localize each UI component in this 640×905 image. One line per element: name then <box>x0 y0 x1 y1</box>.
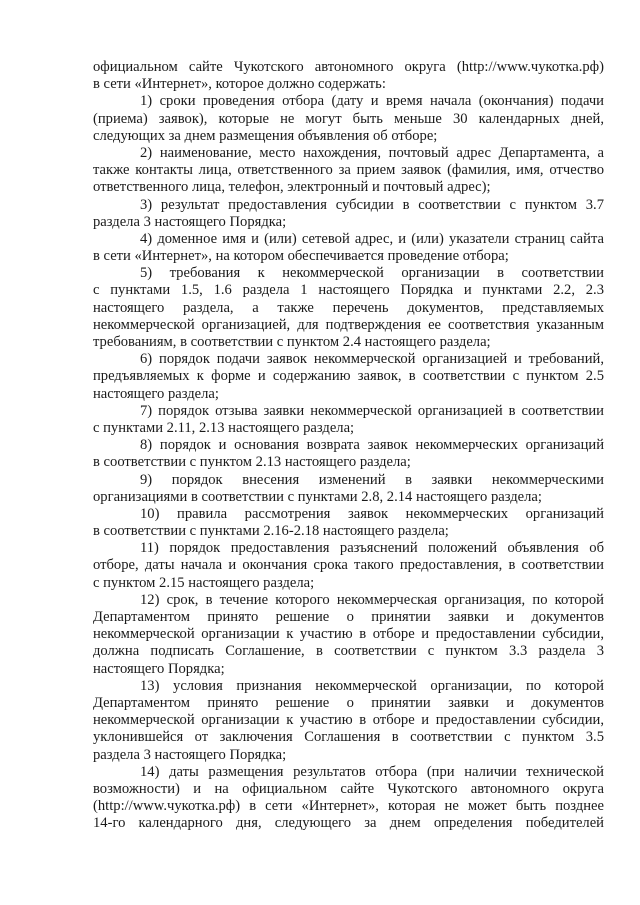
paragraph <box>93 265 604 351</box>
paragraph <box>93 506 604 540</box>
text-line: некоммерческой организации к участию в отборе и предоставлении субсидии, <box>93 626 604 643</box>
text-line: 3) результат предоставления субсидии в соответствии с пунктом 3.7 <box>140 196 604 213</box>
text-line: некоммерческой организацией, для подтверждения ее соответствия указанным <box>93 316 604 333</box>
paragraph <box>93 231 604 265</box>
text-line: официальном сайте Чукотского автономного округа (http://www.чукотка.рф) <box>93 59 604 75</box>
paragraph <box>93 197 604 231</box>
text-line: с пунктами 1.5, 1.6 раздела 1 настоящего Порядка и пунктами 2.2, 2.3 <box>93 282 604 299</box>
paragraph <box>93 592 604 678</box>
text-line: 14-го календарного дня, следующего за днем определения победителей <box>93 815 604 832</box>
text-line: некоммерческой организации к участию в отборе и предоставлении субсидии, <box>93 712 604 729</box>
text-line: отборе, даты начала и окончания срока такого предоставления, в соответствии <box>93 557 604 574</box>
text-line: (http://www.чукотка.рф) в сети «Интернет», которая не может быть позднее <box>93 798 604 815</box>
text-line: раздела 3 настоящего Порядка; <box>93 213 287 230</box>
paragraph <box>93 437 604 471</box>
text-line: в сети «Интернет», на котором обеспечивается проведение отбора; <box>93 248 509 265</box>
text-line: 13) условия признания некоммерческой организации, по которой <box>140 677 604 694</box>
text-line: в соответствии с пунктами 2.16-2.18 настоящего раздела; <box>93 523 449 540</box>
text-line: 1) сроки проведения отбора (дату и время начала (окончания) подачи <box>140 93 604 110</box>
paragraph <box>93 403 604 437</box>
paragraph <box>93 93 604 145</box>
text-line: ответственного лица, телефон, электронный и почтовый адрес); <box>93 179 491 196</box>
paragraph <box>93 145 604 197</box>
text-line: настоящего Порядка; <box>93 660 225 677</box>
text-line: 14) даты размещения результатов отбора (при наличии технической <box>140 763 604 780</box>
paragraph <box>93 59 604 93</box>
text-line: следующих за днем размещения объявления об отборе; <box>93 127 438 144</box>
text-line: 11) порядок предоставления разъяснений положений объявления об <box>140 540 604 557</box>
text-line: Департаментом принято решение о принятии заявки и документов <box>93 694 604 711</box>
text-line: 7) порядок отзыва заявки некоммерческой организацией в соответствии <box>140 402 604 419</box>
text-line: должна подписать Соглашение, в соответствии с пунктом 3.3 раздела 3 <box>93 643 604 660</box>
text-line: в соответствии с пунктом 2.13 настоящего раздела; <box>93 454 411 471</box>
text-line: 5) требования к некоммерческой организации в соответствии <box>140 265 604 282</box>
text-line: (приема) заявок), которые не могут быть меньше 30 календарных дней, <box>93 110 604 127</box>
text-line: в сети «Интернет», которое должно содержать: <box>93 76 386 93</box>
paragraph <box>93 540 604 592</box>
text-line: предъявляемых к форме и содержанию заявок, в соответствии с пунктом 2.5 <box>93 368 604 385</box>
text-line: настоящего раздела; <box>93 385 219 402</box>
paragraph <box>93 764 604 833</box>
text-line: настоящего раздела, а также перечень документов, представляемых <box>93 299 604 316</box>
text-line: раздела 3 настоящего Порядка; <box>93 746 287 763</box>
text-line: Департаментом принято решение о принятии заявки и документов <box>93 609 604 625</box>
text-line: возможности) и на официальном сайте Чукотского автономного округа <box>93 780 604 797</box>
text-line: организациями в соответствии с пунктами 2.8, 2.14 настоящего раздела; <box>93 488 542 505</box>
text-line: 9) порядок внесения изменений в заявки некоммерческими <box>140 471 604 488</box>
text-line: с пунктом 2.15 настоящего раздела; <box>93 574 315 591</box>
document-body <box>93 59 604 832</box>
paragraph <box>93 678 604 764</box>
text-line: 12) срок, в течение которого некоммерческая организация, по которой <box>140 591 604 608</box>
text-line: 4) доменное имя и (или) сетевой адрес, и (или) указатели страниц сайта <box>140 230 604 247</box>
text-line: с пунктами 2.11, 2.13 настоящего раздела; <box>93 419 355 436</box>
text-line: 10) правила рассмотрения заявок некоммерческих организаций <box>140 505 604 522</box>
paragraph <box>93 472 604 506</box>
paragraph <box>93 351 604 403</box>
text-line: 2) наименование, место нахождения, почтовый адрес Департамента, а <box>140 144 604 161</box>
text-line: требованиям, в соответствии с пунктом 2.4 настоящего раздела; <box>93 334 491 350</box>
text-line: уклонившейся от заключения Соглашения в соответствии с пунктом 3.5 <box>93 729 604 746</box>
text-line: 8) порядок и основания возврата заявок некоммерческих организаций <box>140 437 604 454</box>
text-line: 6) порядок подачи заявок некоммерческой организацией и требований, <box>140 351 604 368</box>
text-line: также контакты лица, ответственного за прием заявок (фамилия, имя, отчество <box>93 162 604 179</box>
